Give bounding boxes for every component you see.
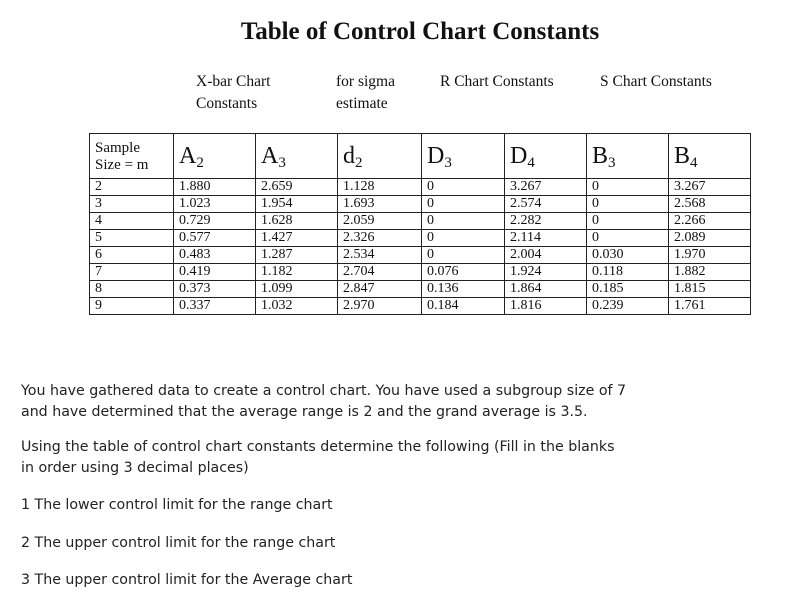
constant-cell: 1.816 [505, 298, 587, 315]
question-instructions: Using the table of control chart constants determine the following (Fill in the blanks in order using 3 decimal places) [21, 439, 615, 476]
constant-cell: 2.534 [338, 247, 422, 264]
column-header: $D_4$ [505, 134, 587, 179]
header-r-chart-constants: R Chart Constants [440, 73, 554, 90]
constant-cell: 1.924 [505, 264, 587, 281]
table-row [90, 247, 751, 264]
column-header: $B_3$ [587, 134, 669, 179]
constant-cell: 2.266 [669, 213, 751, 230]
constant-cell: 1.882 [669, 264, 751, 281]
constant-cell: 1.970 [669, 247, 751, 264]
constant-cell: 0 [422, 247, 505, 264]
constant-cell: 0.136 [422, 281, 505, 298]
constant-cell: 1.880 [174, 179, 256, 196]
constant-cell: 0 [422, 179, 505, 196]
constant-cell: 2.089 [669, 230, 751, 247]
constant-cell: 0.373 [174, 281, 256, 298]
constant-cell: 0 [587, 179, 669, 196]
constant-cell: 0 [587, 196, 669, 213]
constants-table [89, 133, 751, 315]
constant-cell: 2.970 [338, 298, 422, 315]
constant-cell: 1.287 [256, 247, 338, 264]
constant-cell: 0.076 [422, 264, 505, 281]
question-context: You have gathered data to create a control chart. You have used a subgroup size of 7 and have determined that the average range is 2 and the grand average is 3.5. [21, 383, 627, 420]
constant-cell: 1.099 [256, 281, 338, 298]
constant-cell: 2.059 [338, 213, 422, 230]
constant-cell: 1.954 [256, 196, 338, 213]
table-row [90, 230, 751, 247]
constant-cell: 1.182 [256, 264, 338, 281]
constant-cell: 0 [587, 230, 669, 247]
table-row [90, 298, 751, 315]
page-title: Table of Control Chart Constants [240, 18, 600, 45]
question-item-3: 3 The upper control limit for the Average chart [21, 572, 353, 588]
sample-size-cell: 7 [90, 264, 174, 281]
constant-cell: 2.659 [256, 179, 338, 196]
table-header-row [90, 134, 751, 179]
constant-cell: 1.864 [505, 281, 587, 298]
constant-cell: 0.030 [587, 247, 669, 264]
sample-size-cell: 6 [90, 247, 174, 264]
column-header: $D_3$ [422, 134, 505, 179]
constant-cell: 2.568 [669, 196, 751, 213]
constant-cell: 0.118 [587, 264, 669, 281]
sample-size-cell: 2 [90, 179, 174, 196]
constant-cell: 0.184 [422, 298, 505, 315]
constant-cell: 0 [422, 196, 505, 213]
sample-size-cell: 3 [90, 196, 174, 213]
constant-cell: 0.185 [587, 281, 669, 298]
constant-cell: 2.004 [505, 247, 587, 264]
header-sigma-estimate: for sigma estimate [336, 73, 395, 112]
column-header: $A_2$ [174, 134, 256, 179]
constant-cell: 1.815 [669, 281, 751, 298]
column-header: $B_4$ [669, 134, 751, 179]
constant-cell: 0.729 [174, 213, 256, 230]
constant-cell: 1.032 [256, 298, 338, 315]
constant-cell: 0.419 [174, 264, 256, 281]
column-header: $A_3$ [256, 134, 338, 179]
constant-cell: 2.114 [505, 230, 587, 247]
header-s-chart-constants: S Chart Constants [600, 73, 712, 90]
constant-cell: 0 [587, 213, 669, 230]
constant-cell: 3.267 [505, 179, 587, 196]
table-row [90, 213, 751, 230]
constant-cell: 0.239 [587, 298, 669, 315]
header-xbar-constants: X-bar Chart Constants [196, 73, 271, 112]
constant-cell: 0.337 [174, 298, 256, 315]
constant-cell: 2.704 [338, 264, 422, 281]
constant-cell: 0.577 [174, 230, 256, 247]
table-row [90, 264, 751, 281]
constant-cell: 1.761 [669, 298, 751, 315]
constant-cell: 2.847 [338, 281, 422, 298]
constant-cell: 1.427 [256, 230, 338, 247]
constant-cell: 1.693 [338, 196, 422, 213]
constant-cell: 2.282 [505, 213, 587, 230]
column-header: $d_2$ [338, 134, 422, 179]
question-item-1: 1 The lower control limit for the range chart [21, 497, 333, 513]
sample-size-cell: 8 [90, 281, 174, 298]
table-row [90, 179, 751, 196]
constant-cell: 0 [422, 230, 505, 247]
constant-cell: 2.326 [338, 230, 422, 247]
constant-cell: 0 [422, 213, 505, 230]
column-header-sample-size: Sample Size = m [90, 134, 174, 179]
constant-cell: 1.128 [338, 179, 422, 196]
table-row [90, 281, 751, 298]
constant-cell: 1.023 [174, 196, 256, 213]
constant-cell: 3.267 [669, 179, 751, 196]
sample-size-cell: 4 [90, 213, 174, 230]
constant-cell: 0.483 [174, 247, 256, 264]
table-row [90, 196, 751, 213]
question-item-2: 2 The upper control limit for the range chart [21, 535, 336, 551]
sample-size-cell: 9 [90, 298, 174, 315]
sample-size-cell: 5 [90, 230, 174, 247]
constant-cell: 2.574 [505, 196, 587, 213]
constant-cell: 1.628 [256, 213, 338, 230]
